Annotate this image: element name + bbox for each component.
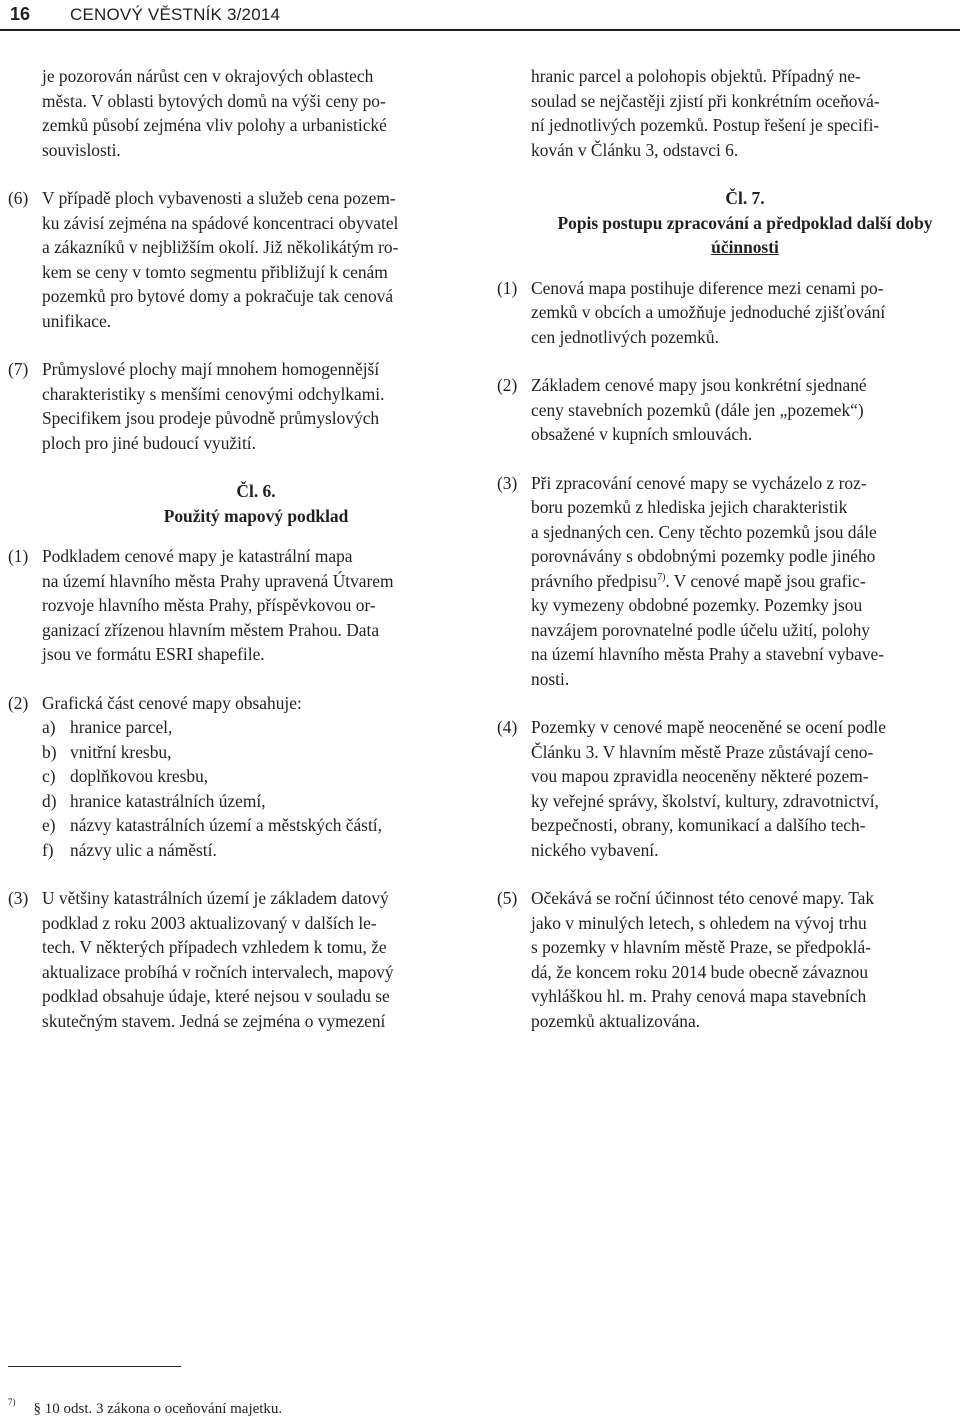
page-number: 16	[10, 4, 31, 24]
article-7-heading	[497, 186, 959, 260]
paragraph-number: (3)	[8, 888, 29, 908]
paragraph-number: (2)	[8, 692, 29, 713]
list-item: b) vnitřní kresbu,	[42, 741, 172, 762]
right-column	[497, 64, 959, 1033]
text-line: s pozemky v hlavním městě Praze, se předpoklá-	[531, 937, 871, 957]
list-intro: Grafická část cenové mapy obsahuje:	[42, 692, 302, 713]
text-line: podklad z roku 2003 aktualizovaný v dalších le-	[42, 912, 377, 933]
article-6-paragraph-2	[8, 691, 470, 863]
footnote-reference: 7)	[657, 571, 666, 583]
text-line: Základem cenové mapy jsou konkrétní sjednané	[531, 375, 867, 395]
article-6-paragraph-3	[8, 886, 470, 1033]
intro-paragraph	[8, 64, 470, 162]
list-item: f) názvy ulic a náměstí.	[42, 839, 217, 860]
header-rule	[0, 29, 960, 31]
text-line: a zákazníků v nejbližším okolí. Již několikátým ro-	[42, 237, 399, 257]
paragraph-number: (3)	[497, 472, 518, 493]
paragraph-number: (2)	[497, 375, 518, 395]
list-item: c) doplňkovou kresbu,	[42, 766, 209, 786]
text-line: porovnávány s obdobnými pozemky podle jiného	[531, 546, 876, 566]
text-line: nosti.	[531, 668, 570, 689]
text-line: Specifikem jsou prodeje původně průmyslových	[42, 408, 380, 428]
text-line: ky vymezeny obdobné pozemky. Pozemky jsou	[531, 595, 863, 615]
text-line: hranic parcel a polohopis objektů. Případný ne-	[531, 66, 861, 86]
article-7-paragraph-2	[497, 373, 959, 447]
article-7-paragraph-1	[497, 276, 959, 350]
text-line: vyhláškou hl. m. Prahy cenová mapa stavebních	[531, 986, 867, 1006]
text-line: Průmyslové plochy mají mnohem homogennější	[42, 359, 380, 379]
text-line: Pozemky v cenové mapě neoceněné se ocení podle	[531, 717, 886, 737]
article-title: účinnosti	[711, 237, 779, 257]
article-7-paragraph-5	[497, 886, 959, 1033]
footnote-rule	[8, 1366, 181, 1367]
list-item: e) názvy katastrálních území a městských částí,	[42, 815, 382, 835]
text-line: bezpečnosti, obrany, komunikací a dalšího tech-	[531, 815, 866, 835]
paragraph-number: (7)	[8, 359, 29, 379]
text-line: unifikace.	[42, 310, 112, 331]
journal-title: CENOVÝ VĚSTNÍK 3/2014	[70, 5, 281, 24]
paragraph-number: (6)	[8, 188, 29, 208]
text-line: tech. V některých případech vzhledem k tomu, že	[42, 937, 387, 957]
text-line: rozvoje hlavního města Prahy, příspěvkovou or-	[42, 595, 376, 615]
page-header	[0, 0, 960, 30]
text-line: charakteristiky s menšími cenovými odchylkami.	[42, 383, 385, 404]
text-line: na území hlavního města Prahy upravená Útvarem	[42, 570, 394, 591]
text-line: je pozorován nárůst cen v okrajových oblastech	[42, 66, 374, 86]
text-line: pozemků aktualizována.	[531, 1010, 701, 1031]
text-line: Při zpracování cenové mapy se vycházelo z roz-	[531, 472, 867, 493]
paragraph-number: (5)	[497, 888, 518, 908]
article-7-paragraph-4	[497, 715, 959, 862]
text-line: zemků působí zejména vliv polohy a urbanistické	[42, 115, 387, 135]
list-item: d) hranice katastrálních území,	[42, 790, 266, 811]
article-number: Čl. 7.	[725, 188, 765, 208]
footnote	[8, 1397, 283, 1418]
footnote-text: 10 odst. 3 zákona o oceňování majetku.	[44, 1401, 283, 1417]
text-line: soulad se nejčastěji zjistí při konkrétním oceňová-	[531, 90, 880, 111]
text-line: vou mapou zpravidla neoceněny některé pozem-	[531, 766, 869, 786]
text-line: navzájem porovnatelné podle účelu užití, polohy	[531, 619, 871, 640]
text-line: Cenová mapa postihuje diference mezi cenami po-	[531, 277, 884, 298]
article-7-paragraph-3	[497, 471, 959, 692]
article-title: Použitý mapový podklad	[163, 505, 349, 526]
article-title: Popis postupu zpracování a předpoklad další doby	[557, 212, 933, 233]
paragraph-6	[8, 186, 470, 333]
text-line: ceny stavebních pozemků (dále jen „pozemek“)	[531, 399, 864, 420]
text-line: kován v Článku 3, odstavci 6.	[531, 139, 739, 160]
text-line: ku závisí zejména na spádové koncentraci obyvatel	[42, 212, 399, 233]
article-6-paragraph-1	[8, 544, 470, 667]
text-line: obsažené v kupních smlouvách.	[531, 424, 753, 444]
text-line: cen jednotlivých pozemků.	[531, 326, 719, 347]
text-line: dá, že koncem roku 2014 bude obecně závaznou	[531, 961, 869, 982]
text-line: jako v minulých letech, s ohledem na vývoj trhu	[531, 912, 867, 933]
text-line: aktualizace probíhá v ročních intervalech, mapový	[42, 961, 394, 982]
text-line: kem se ceny v tomto segmentu přibližují k cenám	[42, 261, 388, 282]
text-line: ky veřejné správy, školství, kultury, zdravotnictví,	[531, 790, 879, 811]
text-line: souvislosti.	[42, 139, 121, 160]
text-line: U většiny katastrálních území je základem datový	[42, 888, 389, 908]
text-line: Článku 3. V hlavním městě Praze zůstávají ceno-	[531, 741, 874, 762]
text-line: nického vybavení.	[531, 839, 659, 860]
paragraph-7	[8, 357, 470, 455]
left-column	[8, 64, 470, 1033]
paragraph-number: (4)	[497, 717, 518, 737]
text-line: podklad obsahuje údaje, které nejsou v souladu se	[42, 986, 390, 1006]
article-6-heading	[8, 479, 470, 528]
text-line: na území hlavního města Prahy a stavební vybave-	[531, 644, 885, 664]
list-item: a) hranice parcel,	[42, 717, 173, 737]
paragraph-number: (1)	[497, 277, 518, 298]
text-line: ploch pro jiné budoucí využití.	[42, 432, 256, 453]
map-contents-list	[42, 715, 470, 862]
text-line: zemků v obcích a umožňuje jednoduché zjišťování	[531, 302, 886, 322]
section-symbol: §	[33, 1401, 41, 1417]
paragraph-number: (1)	[8, 546, 29, 566]
text-line: a sjednaných cen. Ceny těchto pozemků jsou dále	[531, 521, 877, 542]
article-number: Čl. 6.	[236, 481, 276, 501]
footnote-mark: 7)	[8, 1397, 16, 1407]
text-line: skutečným stavem. Jedná se zejména o vymezení	[42, 1010, 386, 1031]
text-line: pozemků pro bytové domy a pokračuje tak cenová	[42, 286, 394, 306]
text-line: jsou ve formátu ESRI shapefile.	[42, 644, 265, 664]
text-line: boru pozemků z hlediska jejich charakteristik	[531, 497, 848, 517]
text-line: ní jednotlivých pozemků. Postup řešení je specifi-	[531, 115, 880, 135]
text-line: města. V oblasti bytových domů na výši ceny po-	[42, 90, 386, 111]
text-line: Očekává se roční účinnost této cenové mapy. Tak	[531, 888, 875, 908]
text-line: ganizací zřízenou hlavním městem Prahou. Data	[42, 619, 380, 640]
text-line: V případě ploch vybavenosti a služeb cena pozem-	[42, 188, 396, 208]
text-line: právního předpisu$^{7)}$. V cenové mapě jsou grafic-	[531, 570, 866, 591]
continuation-paragraph	[497, 64, 959, 162]
text-line: Podkladem cenové mapy je katastrální mapa	[42, 546, 353, 566]
